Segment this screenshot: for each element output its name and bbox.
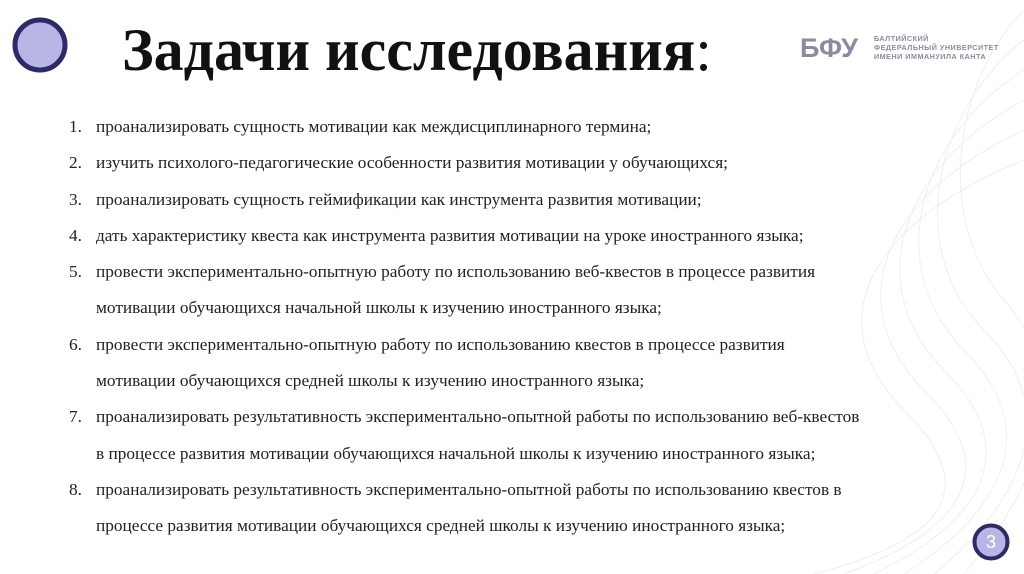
slide-title-colon: : bbox=[695, 17, 712, 83]
task-number: 7. bbox=[69, 407, 82, 427]
task-number: 3. bbox=[69, 189, 82, 209]
task-text bbox=[96, 145, 1015, 181]
task-text bbox=[96, 399, 1015, 472]
task-number: 2. bbox=[69, 153, 82, 173]
task-line: процессе развития мотивации обучающихся средней школы к изучению иностранного языка; bbox=[96, 516, 786, 536]
task-item bbox=[60, 218, 1015, 254]
task-line: проанализировать результативность экспериментально-опытной работы по использованию квестов в bbox=[96, 479, 842, 499]
research-tasks-list bbox=[60, 109, 1015, 545]
task-item bbox=[60, 109, 1015, 145]
task-text bbox=[96, 109, 1015, 145]
university-name bbox=[874, 34, 999, 61]
task-line: мотивации обучающихся средней школы к изучению иностранного языка; bbox=[96, 371, 645, 391]
task-text bbox=[96, 472, 1015, 545]
task-line: провести экспериментально-опытную работу по использованию веб-квестов в процессе развития bbox=[96, 262, 816, 282]
task-line: изучить психолого-педагогические особенности развития мотивации у обучающихся; bbox=[96, 153, 728, 173]
task-text bbox=[96, 254, 1015, 327]
task-line: проанализировать сущность мотивации как междисциплинарного термина; bbox=[96, 117, 652, 136]
task-text bbox=[96, 218, 1015, 254]
accent-circle-icon bbox=[12, 17, 68, 73]
task-line: мотивации обучающихся начальной школы к изучению иностранного языка; bbox=[96, 298, 662, 318]
page-number-badge bbox=[972, 523, 1010, 561]
slide-title-text: Задачи исследования bbox=[122, 17, 696, 83]
task-item bbox=[60, 327, 1015, 400]
slide-title bbox=[122, 10, 712, 90]
task-item bbox=[60, 472, 1015, 545]
university-name-line1: БАЛТИЙСКИЙ bbox=[874, 33, 929, 43]
university-logo bbox=[800, 32, 999, 62]
task-item bbox=[60, 182, 1015, 218]
task-item bbox=[60, 399, 1015, 472]
task-number: 4. bbox=[69, 225, 82, 245]
task-number: 5. bbox=[69, 262, 82, 282]
task-line: в процессе развития мотивации обучающихся начальной школы к изучению иностранного языка; bbox=[96, 443, 816, 463]
task-number: 8. bbox=[69, 479, 82, 499]
task-number: 6. bbox=[69, 334, 82, 354]
page-number: 3 bbox=[985, 532, 996, 552]
university-mark-text: БФУ bbox=[800, 33, 858, 62]
task-text bbox=[96, 327, 1015, 400]
task-number: 1. bbox=[69, 117, 82, 136]
task-line: проанализировать результативность экспериментально-опытной работы по использованию веб-квестов bbox=[96, 407, 860, 427]
task-text bbox=[96, 182, 1015, 218]
university-name-line3: ИМЕНИ ИММАНУИЛА КАНТА bbox=[874, 51, 987, 61]
task-line: дать характеристику квеста как инструмента развития мотивации на уроке иностранного языка; bbox=[96, 225, 804, 245]
task-line: провести экспериментально-опытную работу по использованию квестов в процессе развития bbox=[96, 334, 785, 354]
university-mark-icon bbox=[800, 32, 866, 62]
task-line: проанализировать сущность геймификации как инструмента развития мотивации; bbox=[96, 189, 702, 209]
task-item bbox=[60, 145, 1015, 181]
university-name-line2: ФЕДЕРАЛЬНЫЙ УНИВЕРСИТЕТ bbox=[874, 42, 999, 52]
task-item bbox=[60, 254, 1015, 327]
